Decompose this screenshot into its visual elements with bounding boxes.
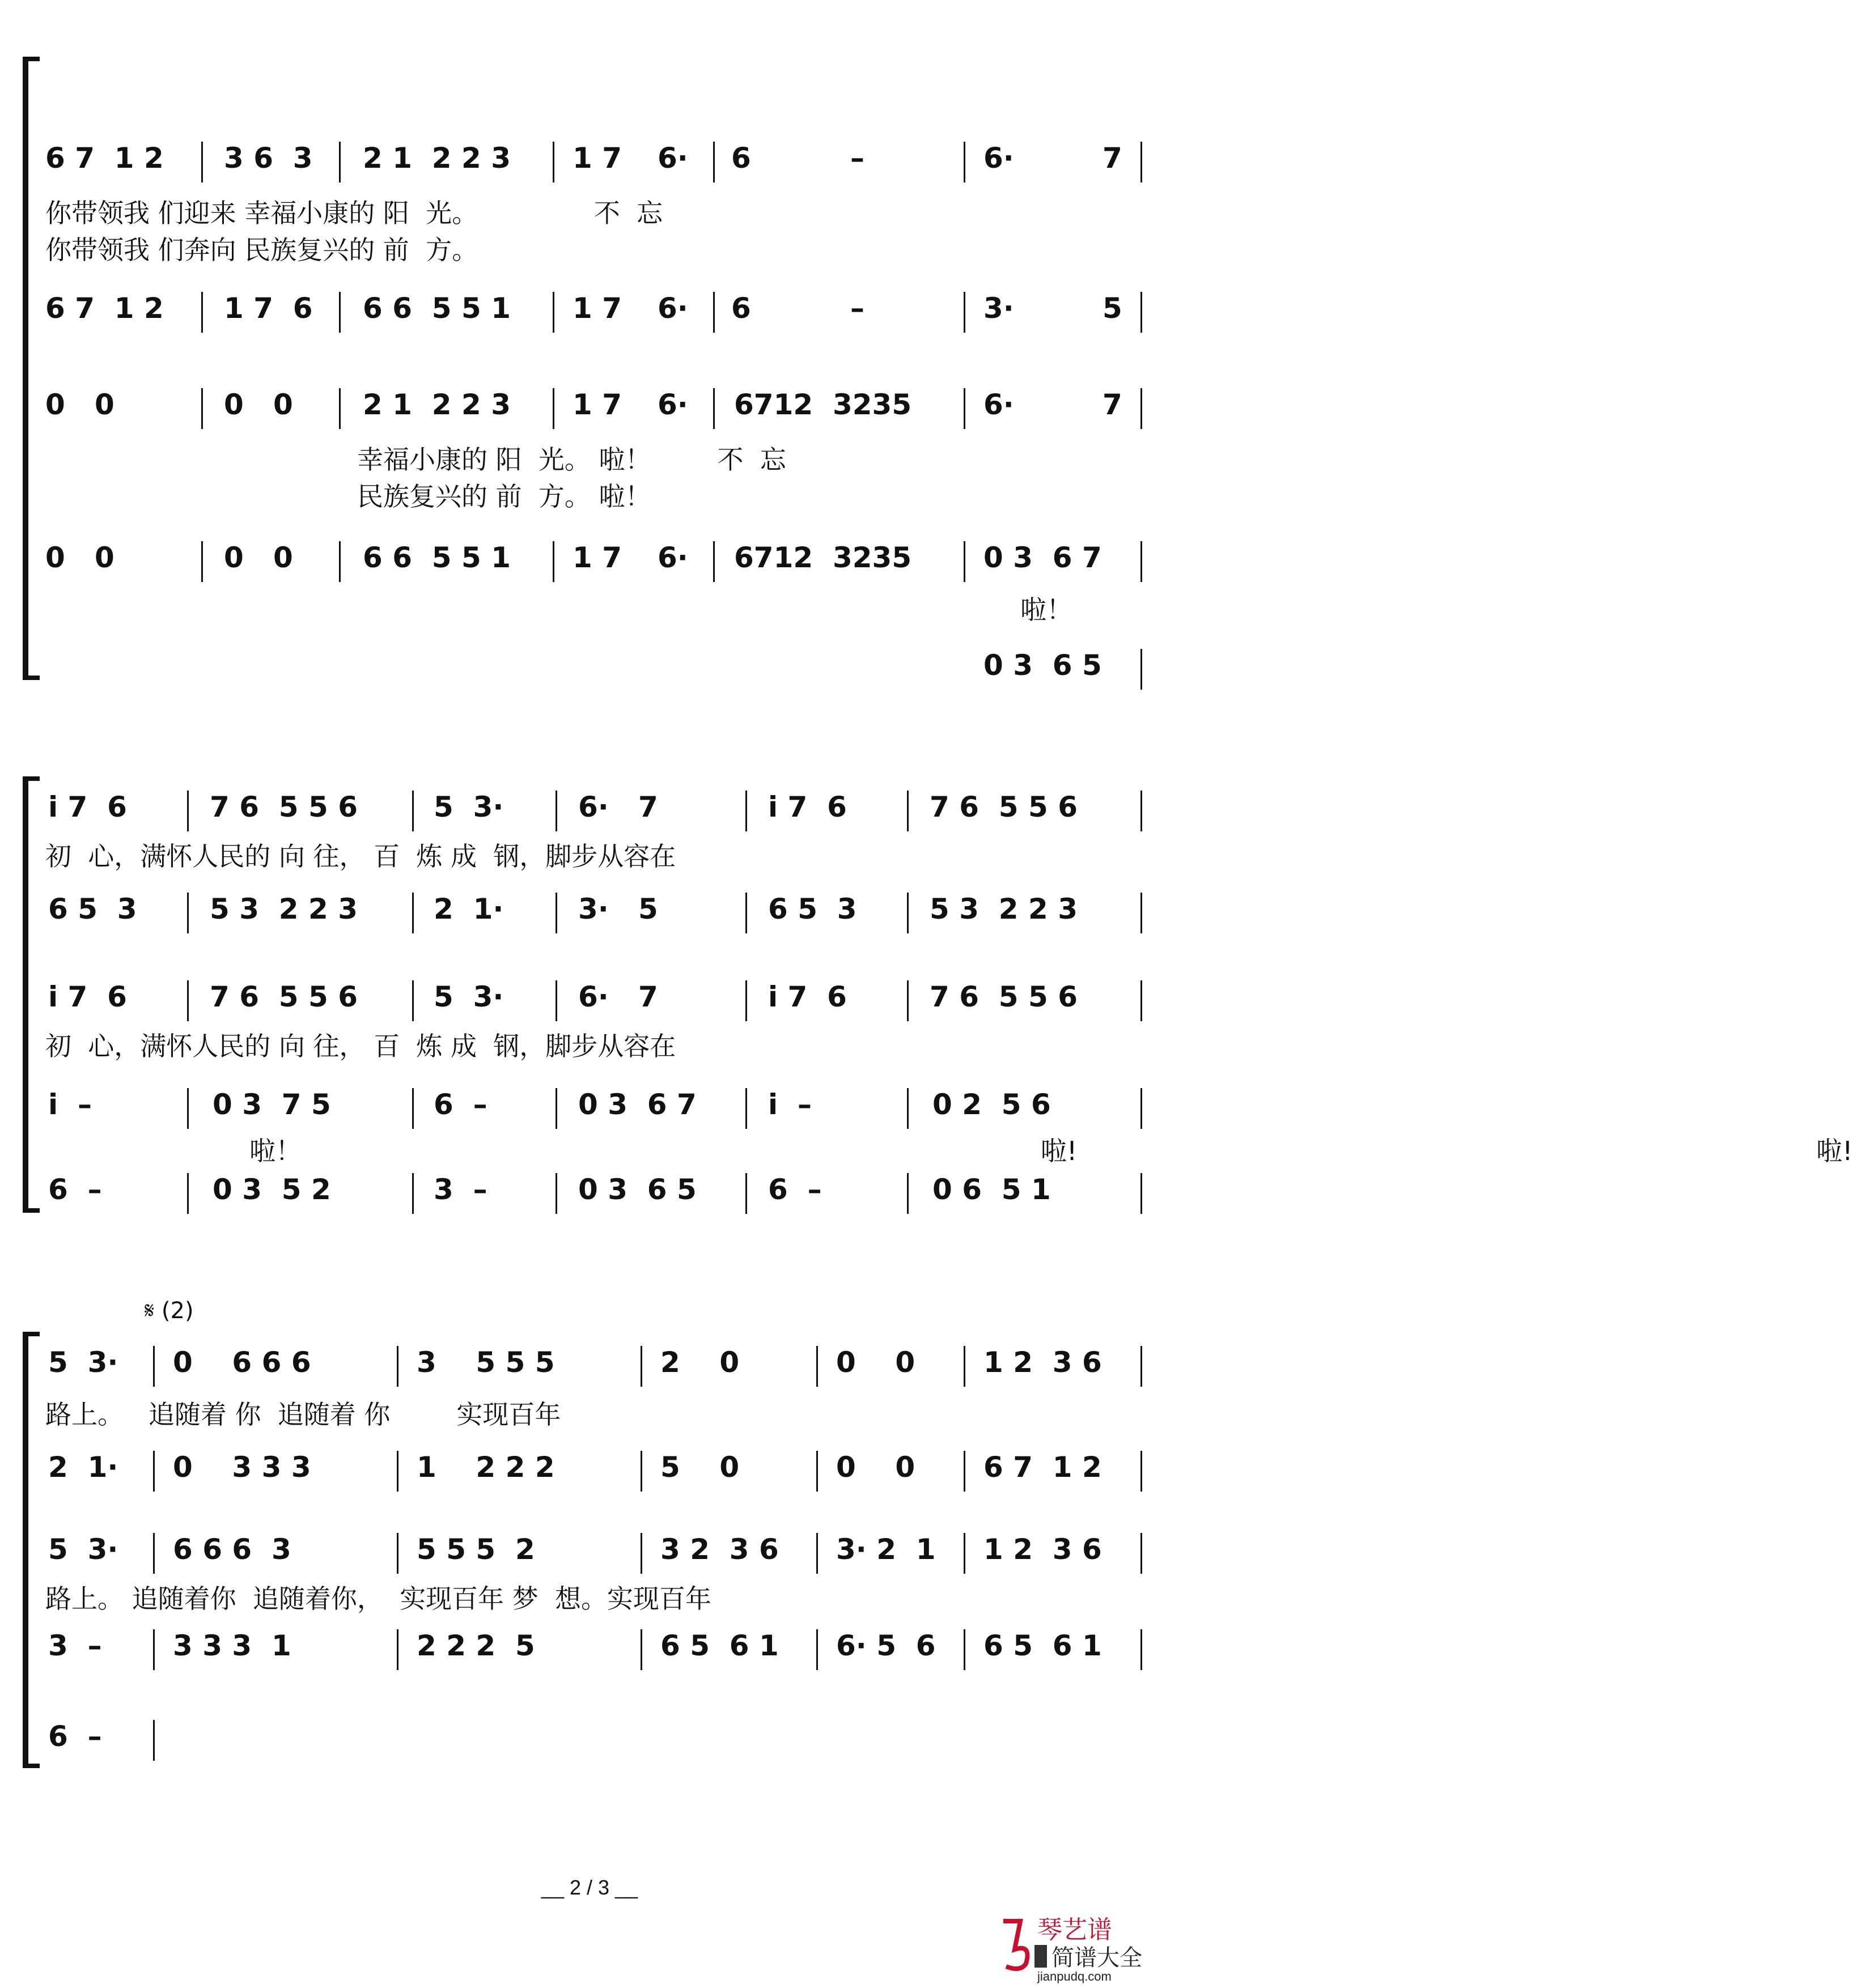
note-measure: 0 0 (224, 388, 293, 421)
note-measure: 5 3· (434, 791, 504, 823)
note-measure: 5 5 5 2 (417, 1533, 535, 1566)
lyric-line: 路上。 追随着 你 追随着 你 实现百年 (45, 1399, 561, 1430)
site-logo (998, 1910, 1168, 1983)
notes-row (0, 1451, 1179, 1496)
note-measure: 6· (983, 142, 1014, 175)
notes-row (0, 292, 1179, 337)
notes-row (0, 791, 1179, 836)
note-measure: 2 1 2 2 3 (363, 388, 511, 421)
note-measure: 2 1· (434, 893, 504, 925)
note-measure: 6 (731, 142, 751, 175)
note-measure: 7 6 5 5 6 (930, 980, 1078, 1013)
logo-sub: 简谱大全 (1051, 1945, 1142, 1971)
segno-mark: 𝄋 (2) (145, 1298, 194, 1324)
note-measure: 7 6 5 5 6 (930, 791, 1078, 823)
note-measure: 5 0 (660, 1451, 740, 1484)
note-measure: 7 (1103, 142, 1122, 175)
lyric-line: 民族复兴的 前 方。 啦！ (357, 481, 651, 512)
note-measure: 6 – (48, 1173, 102, 1206)
note-measure: 5 (1103, 292, 1122, 325)
note-measure: 5 3 2 2 3 (930, 893, 1078, 925)
note-measure: 0 0 (836, 1346, 915, 1379)
note-measure: 0 0 (836, 1451, 915, 1484)
notes-row (0, 649, 1179, 694)
note-measure: – (850, 292, 864, 325)
lyric-line: 初 心，满怀人民的 向 往， 百 炼 成 钢，脚步从容在 (45, 1031, 676, 1061)
note-measure: 3 6 3 (224, 142, 313, 175)
note-measure: 3· 2 1 (836, 1533, 936, 1566)
logo-text: 琴艺谱 (1037, 1915, 1112, 1944)
note-measure: i 7 6 (768, 980, 847, 1013)
note-measure: 7 6 5 5 6 (210, 791, 358, 823)
notes-row (0, 388, 1179, 434)
note-measure: 0 3 5 2 (213, 1173, 331, 1206)
note-measure: 6· (983, 388, 1014, 421)
note-measure: 3· 5 (578, 893, 658, 925)
note-measure: 6 5 3 (48, 893, 137, 925)
note-measure: 6712 3235 (734, 541, 912, 574)
notes-row (0, 1533, 1179, 1578)
note-measure: 1 7 6 (224, 292, 313, 325)
notes-row (0, 1346, 1179, 1391)
notes-row (0, 980, 1179, 1026)
note-measure: i – (48, 1088, 92, 1121)
note-measure: 6· (658, 142, 688, 175)
note-measure: 0 3 7 5 (213, 1088, 331, 1121)
note-measure: 5 3· (434, 980, 504, 1013)
note-measure: 6 6 5 5 1 (363, 541, 511, 574)
lyric-line: 路上。 追随着你 追随着你， 实现百年 梦 想。实现百年 (45, 1583, 711, 1614)
note-measure: 6· (658, 388, 688, 421)
note-measure: 6 (731, 292, 751, 325)
note-measure: 0 3 6 7 (578, 1088, 697, 1121)
notes-row (0, 1629, 1179, 1675)
lyric-line: 啦！ (1020, 594, 1072, 625)
note-measure: 2 1· (48, 1451, 118, 1484)
notes-row (0, 893, 1179, 938)
lyric-line: 你带领我 们奔向 民族复兴的 前 方。 (45, 235, 478, 265)
note-measure: 6712 3235 (734, 388, 912, 421)
note-measure: 5 3· (48, 1346, 118, 1379)
note-measure: 3 – (48, 1629, 102, 1662)
note-measure: 0 3 6 5 (578, 1173, 697, 1206)
note-measure: 6 7 1 2 (45, 142, 164, 175)
note-measure: 6· (658, 292, 688, 325)
note-measure: 6 5 3 (768, 893, 857, 925)
notes-row (0, 1720, 1179, 1765)
note-measure: 0 0 (45, 541, 115, 574)
note-measure: 6· (658, 541, 688, 574)
note-measure: 3· (983, 292, 1014, 325)
lyric-line: 你带领我 们迎来 幸福小康的 阳 光。 不 忘 (45, 198, 663, 228)
notes-row (0, 1173, 1179, 1218)
page-number: __ 2 / 3 __ (541, 1876, 638, 1899)
note-measure: 3 – (434, 1173, 487, 1206)
note-measure: 6 7 1 2 (45, 292, 164, 325)
note-measure: 5 3 2 2 3 (210, 893, 358, 925)
notes-row (0, 541, 1179, 587)
note-measure: 3 3 3 1 (173, 1629, 291, 1662)
note-measure: i 7 6 (48, 980, 127, 1013)
note-measure: 0 2 5 6 (932, 1088, 1051, 1121)
lyric-line: 啦！ 啦! 啦! (249, 1136, 1853, 1166)
note-measure: 6· 7 (578, 791, 658, 823)
note-measure: 6 6 5 5 1 (363, 292, 511, 325)
note-measure: 6 5 6 1 (660, 1629, 779, 1662)
note-measure: 0 6 5 1 (932, 1173, 1051, 1206)
note-measure: 6 – (768, 1173, 822, 1206)
lyric-line: 幸福小康的 阳 光。 啦！ 不 忘 (357, 444, 786, 475)
note-measure: 0 3 6 5 (983, 649, 1102, 682)
note-measure: 1 2 2 2 (417, 1451, 555, 1484)
note-measure: 6· 5 6 (836, 1629, 936, 1662)
note-measure: 1 7 (573, 292, 622, 325)
notes-row (0, 1088, 1179, 1133)
lyric-line: 初 心，满怀人民的 向 往， 百 炼 成 钢，脚步从容在 (45, 841, 676, 872)
note-measure: i – (768, 1088, 812, 1121)
note-measure: 6 7 1 2 (983, 1451, 1102, 1484)
note-measure: 3 5 5 5 (417, 1346, 555, 1379)
note-measure: i 7 6 (768, 791, 847, 823)
note-measure: 1 7 (573, 388, 622, 421)
note-measure: 1 2 3 6 (983, 1346, 1102, 1379)
note-measure: 6 – (48, 1720, 102, 1753)
note-measure: 7 (1103, 388, 1122, 421)
logo-url: jianpudq.com (1037, 1969, 1112, 1983)
notes-row (0, 142, 1179, 187)
note-measure: 2 2 2 5 (417, 1629, 535, 1662)
note-measure: 0 3 3 3 (173, 1451, 311, 1484)
note-measure: 6 – (434, 1088, 487, 1121)
note-measure: 5 3· (48, 1533, 118, 1566)
note-measure: 3 2 3 6 (660, 1533, 779, 1566)
note-measure: – (850, 142, 864, 175)
note-measure: 6 5 6 1 (983, 1629, 1102, 1662)
note-measure: 1 7 (573, 541, 622, 574)
note-measure: 0 6 6 6 (173, 1346, 311, 1379)
note-measure: 2 1 2 2 3 (363, 142, 511, 175)
note-measure: 0 0 (224, 541, 293, 574)
note-measure: 6· 7 (578, 980, 658, 1013)
note-measure: 7 6 5 5 6 (210, 980, 358, 1013)
note-measure: 2 0 (660, 1346, 740, 1379)
note-measure: 1 7 (573, 142, 622, 175)
note-measure: i 7 6 (48, 791, 127, 823)
note-measure: 1 2 3 6 (983, 1533, 1102, 1566)
note-measure: 0 0 (45, 388, 115, 421)
note-measure: 6 6 6 3 (173, 1533, 291, 1566)
note-measure: 0 3 6 7 (983, 541, 1102, 574)
